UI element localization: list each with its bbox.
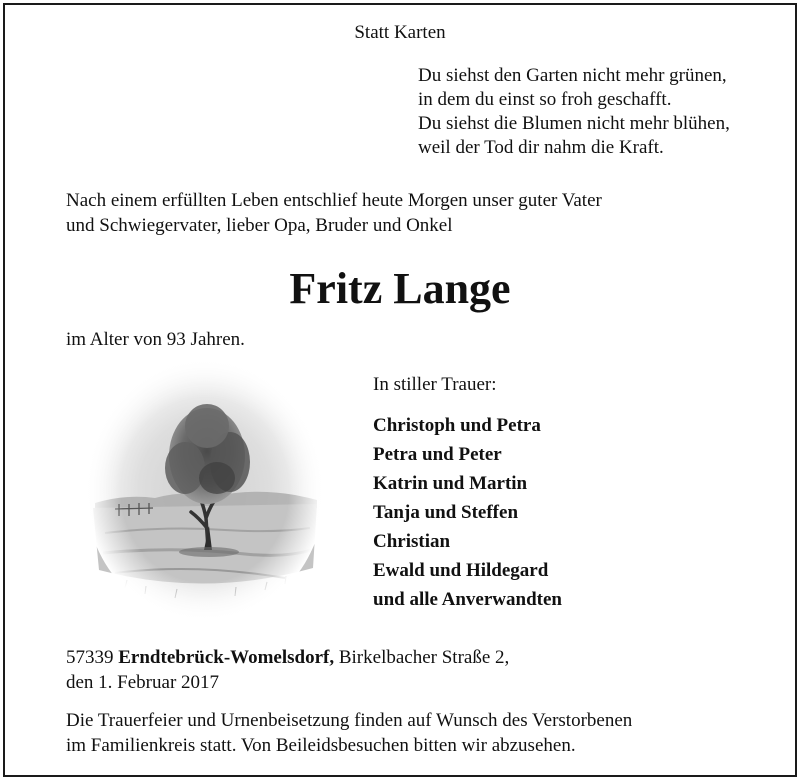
poem-line: weil der Tod dir nahm die Kraft.	[418, 137, 664, 158]
address-block	[66, 645, 509, 695]
intro-text	[66, 188, 602, 238]
address-date: den 1. Februar 2017	[66, 672, 220, 693]
mourner-name: und alle Anverwandten	[373, 589, 562, 610]
age-text: im Alter von 93 Jahren.	[66, 329, 245, 350]
address-line	[66, 645, 509, 670]
intro-line: und Schwiegervater, lieber Opa, Bruder und Onkel	[66, 215, 453, 236]
mourner-name: Christoph und Petra	[373, 415, 541, 436]
mourner-name: Petra und Peter	[373, 444, 502, 465]
poem-line: in dem du einst so froh geschafft.	[418, 89, 672, 110]
closing-line: im Familienkreis statt. Von Beileidsbesuchen bitten wir abzusehen.	[66, 735, 576, 756]
mourner-name: Tanja und Steffen	[373, 502, 519, 523]
header-text: Statt Karten	[354, 22, 446, 43]
deceased-name: Fritz Lange	[289, 264, 511, 313]
closing-text	[66, 708, 632, 758]
poem-line: Du siehst den Garten nicht mehr grünen,	[418, 65, 727, 86]
tree-landscape-image	[85, 358, 325, 623]
poem-line: Du siehst die Blumen nicht mehr blühen,	[418, 113, 730, 134]
address-street: Birkelbacher Straße 2,	[338, 647, 510, 668]
mourner-name: Christian	[373, 531, 451, 552]
mourner-name: Ewald und Hildegard	[373, 560, 549, 581]
closing-line: Die Trauerfeier und Urnenbeisetzung finden auf Wunsch des Verstorbenen	[66, 710, 633, 731]
address-zip: 57339	[66, 647, 114, 668]
address-town: Erndtebrück-Womelsdorf,	[118, 647, 335, 668]
mourner-name: Katrin und Martin	[373, 473, 528, 494]
mourners-list	[373, 411, 562, 614]
mourning-title: In stiller Trauer:	[373, 374, 497, 395]
poem	[418, 64, 730, 160]
intro-line: Nach einem erfüllten Leben entschlief heute Morgen unser guter Vater	[66, 190, 602, 211]
